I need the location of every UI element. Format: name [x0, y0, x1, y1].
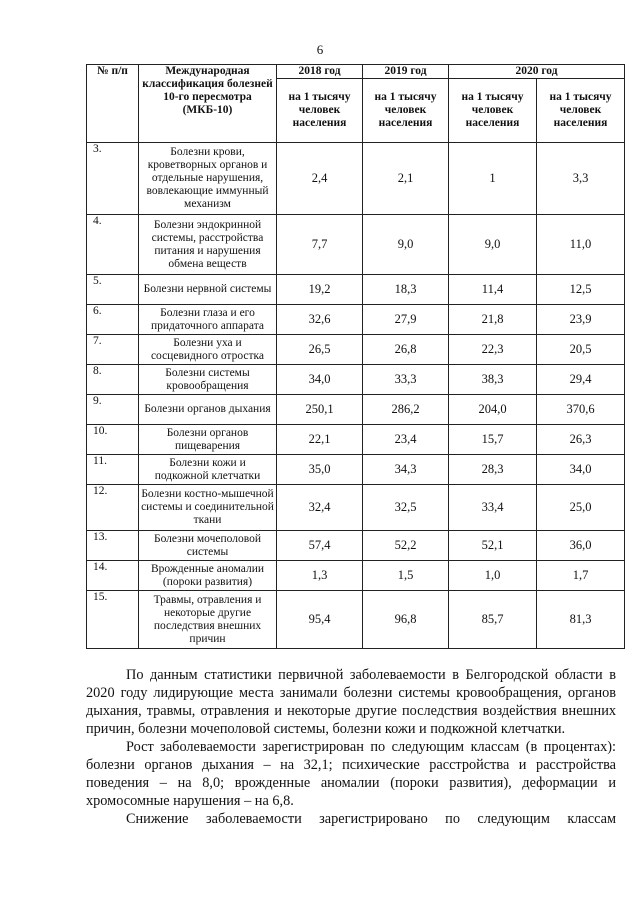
rate-value: 7,7: [277, 215, 363, 275]
header-unit: на 1 тысячу человек населения: [537, 79, 625, 143]
header-year-2020: 2020 год: [449, 65, 625, 79]
table-row: [87, 485, 625, 531]
rate-value: 1: [449, 143, 537, 215]
header-unit: на 1 тысячу человек населения: [277, 79, 363, 143]
rate-value: 21,8: [449, 305, 537, 335]
rate-value: 52,2: [363, 531, 449, 561]
row-number: 12.: [87, 485, 139, 531]
disease-class: Болезни глаза и его придаточного аппарата: [139, 305, 277, 335]
rate-value: 28,3: [449, 455, 537, 485]
table-row: [87, 275, 625, 305]
rate-value: 1,0: [449, 561, 537, 591]
row-number: 5.: [87, 275, 139, 305]
rate-value: 38,3: [449, 365, 537, 395]
rate-value: 2,1: [363, 143, 449, 215]
rate-value: 23,4: [363, 425, 449, 455]
table-row: [87, 365, 625, 395]
paragraph-2: Рост заболеваемости зарегистрирован по следующим классам (в процентах): болезни органов дыхания – на 32,1; психические расстройства и расстройства поведения – на 8,0; врожденные аномалии (пороки развития), деформации и хромосомные нарушения – на 6,8.: [86, 739, 616, 809]
table-header: [87, 65, 625, 143]
rate-value: 33,3: [363, 365, 449, 395]
rate-value: 370,6: [537, 395, 625, 425]
disease-class: Травмы, отравления и некоторые другие последствия внешних причин: [139, 591, 277, 649]
rate-value: 1,5: [363, 561, 449, 591]
rate-value: 81,3: [537, 591, 625, 649]
rate-value: 1,7: [537, 561, 625, 591]
table-row: [87, 143, 625, 215]
rate-value: 25,0: [537, 485, 625, 531]
rate-value: 18,3: [363, 275, 449, 305]
table-row: [87, 215, 625, 275]
table-body: [87, 143, 625, 649]
rate-value: 32,4: [277, 485, 363, 531]
disease-class: Болезни органов дыхания: [139, 395, 277, 425]
table-row: [87, 455, 625, 485]
disease-class: Болезни крови, кроветворных органов и отдельные нарушения, вовлекающие иммунный механизм: [139, 143, 277, 215]
rate-value: 15,7: [449, 425, 537, 455]
row-number: 3.: [87, 143, 139, 215]
row-number: 8.: [87, 365, 139, 395]
rate-value: 34,0: [277, 365, 363, 395]
body-text: [86, 666, 616, 828]
rate-value: 27,9: [363, 305, 449, 335]
rate-value: 34,0: [537, 455, 625, 485]
disease-class: Болезни эндокринной системы, расстройства питания и нарушения обмена веществ: [139, 215, 277, 275]
rate-value: 52,1: [449, 531, 537, 561]
rate-value: 20,5: [537, 335, 625, 365]
paragraph-1: По данным статистики первичной заболеваемости в Белгородской области в 2020 году лидирующие места занимали болезни системы кровообращения, органов дыхания, травмы, отравления и некоторые другие последствия воздействия внешних причин, болезни мочеполовой системы, болезни кожи и подкожной клетчатки.: [86, 667, 616, 737]
paragraph-3: Снижение заболеваемости зарегистрировано по следующим классам: [126, 811, 616, 827]
disease-class: Врожденные аномалии (пороки развития): [139, 561, 277, 591]
row-number: 14.: [87, 561, 139, 591]
rate-value: 204,0: [449, 395, 537, 425]
rate-value: 85,7: [449, 591, 537, 649]
rate-value: 22,1: [277, 425, 363, 455]
rate-value: 23,9: [537, 305, 625, 335]
row-number: 13.: [87, 531, 139, 561]
rate-value: 11,0: [537, 215, 625, 275]
table-row: [87, 305, 625, 335]
header-year-2019: 2019 год: [363, 65, 449, 79]
table-row: [87, 425, 625, 455]
rate-value: 2,4: [277, 143, 363, 215]
rate-value: 22,3: [449, 335, 537, 365]
rate-value: 9,0: [449, 215, 537, 275]
header-unit: на 1 тысячу человек населения: [363, 79, 449, 143]
table-row: [87, 395, 625, 425]
rate-value: 32,5: [363, 485, 449, 531]
rate-value: 35,0: [277, 455, 363, 485]
row-number: 7.: [87, 335, 139, 365]
rate-value: 26,3: [537, 425, 625, 455]
morbidity-table: [86, 64, 625, 649]
rate-value: 12,5: [537, 275, 625, 305]
rate-value: 26,5: [277, 335, 363, 365]
rate-value: 95,4: [277, 591, 363, 649]
table-row: [87, 335, 625, 365]
disease-class: Болезни органов пищеварения: [139, 425, 277, 455]
row-number: 6.: [87, 305, 139, 335]
rate-value: 3,3: [537, 143, 625, 215]
rate-value: 29,4: [537, 365, 625, 395]
rate-value: 33,4: [449, 485, 537, 531]
row-number: 15.: [87, 591, 139, 649]
rate-value: 250,1: [277, 395, 363, 425]
page-number: 6: [316, 42, 324, 57]
rate-value: 1,3: [277, 561, 363, 591]
rate-value: 32,6: [277, 305, 363, 335]
rate-value: 286,2: [363, 395, 449, 425]
rate-value: 19,2: [277, 275, 363, 305]
header-num: № п/п: [87, 65, 139, 143]
row-number: 4.: [87, 215, 139, 275]
rate-value: 26,8: [363, 335, 449, 365]
table-row: [87, 591, 625, 649]
rate-value: 11,4: [449, 275, 537, 305]
rate-value: 96,8: [363, 591, 449, 649]
rate-value: 36,0: [537, 531, 625, 561]
rate-value: 9,0: [363, 215, 449, 275]
disease-class: Болезни мочеполовой системы: [139, 531, 277, 561]
table-row: [87, 531, 625, 561]
disease-class: Болезни костно-мышечной системы и соединительной ткани: [139, 485, 277, 531]
row-number: 9.: [87, 395, 139, 425]
rate-value: 57,4: [277, 531, 363, 561]
disease-class: Болезни уха и сосцевидного отростка: [139, 335, 277, 365]
row-number: 11.: [87, 455, 139, 485]
table-row: [87, 561, 625, 591]
header-year-2018: 2018 год: [277, 65, 363, 79]
disease-class: Болезни нервной системы: [139, 275, 277, 305]
disease-class: Болезни кожи и подкожной клетчатки: [139, 455, 277, 485]
disease-class: Болезни системы кровообращения: [139, 365, 277, 395]
header-unit: на 1 тысячу человек населения: [449, 79, 537, 143]
header-class: Международная классификация болезней 10-го пересмотра (МКБ-10): [139, 65, 277, 143]
rate-value: 34,3: [363, 455, 449, 485]
row-number: 10.: [87, 425, 139, 455]
